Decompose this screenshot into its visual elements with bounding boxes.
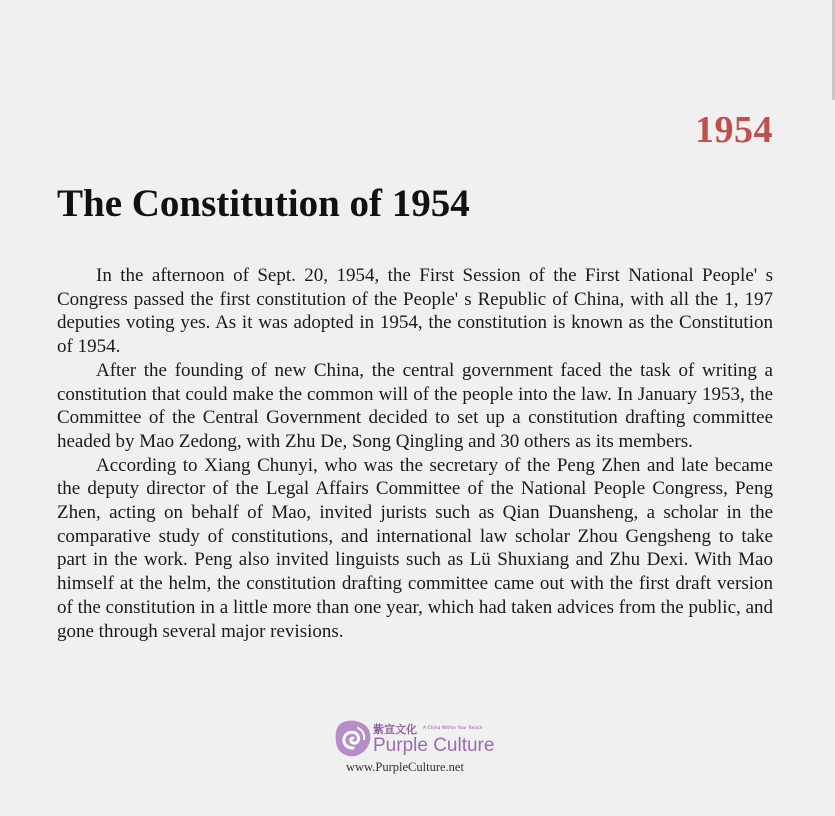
logo-url[interactable]: www.PurpleCulture.net <box>346 760 464 774</box>
paragraph: According to Xiang Chunyi, who was the secretary of the Peng Zhen and late became the deputy director of the Legal Affairs Committee of the National People Congress, Peng Zhen, acting on behalf of Mao, invited jurists such as Qian Duansheng, a scholar in the comparative study of constitutions, and international law scholar Zhou Gengsheng to take part in the work. Peng also invited linguists such as Lü Shuxiang and Zhu Dexi. With Mao himself at the helm, the constitution drafting committee came out with the first draft version of the constitution in a little more than one year, which had taken advices from the public, and gone through several major revisions. <box>57 454 773 642</box>
year-heading: 1954 <box>695 109 773 151</box>
logo-tagline: A China Within Your Reach <box>423 726 483 731</box>
logo-chinese-name: 紫宣文化 <box>373 723 417 736</box>
logo-name: Purple Culture <box>373 735 495 756</box>
purple-culture-logo[interactable] <box>334 718 514 778</box>
paragraph: In the afternoon of Sept. 20, 1954, the First Session of the First National People' s Congress passed the first constitution of the People' s Republic of China, with all the 1, 197 deputies voting yes. As it was adopted in 1954, the constitution is known as the Constitution of 1954. <box>57 265 773 358</box>
paragraph: After the founding of new China, the central government faced the task of writing a constitution that could make the common will of the people into the law. In January 1953, the Committee of the Central Government decided to set up a constitution drafting committee headed by Mao Zedong, with Zhu De, Song Qingling and 30 others as its members. <box>57 359 773 452</box>
logo-swirl-icon <box>334 718 372 758</box>
page-title: The Constitution of 1954 <box>57 182 470 225</box>
article-body <box>57 264 773 643</box>
